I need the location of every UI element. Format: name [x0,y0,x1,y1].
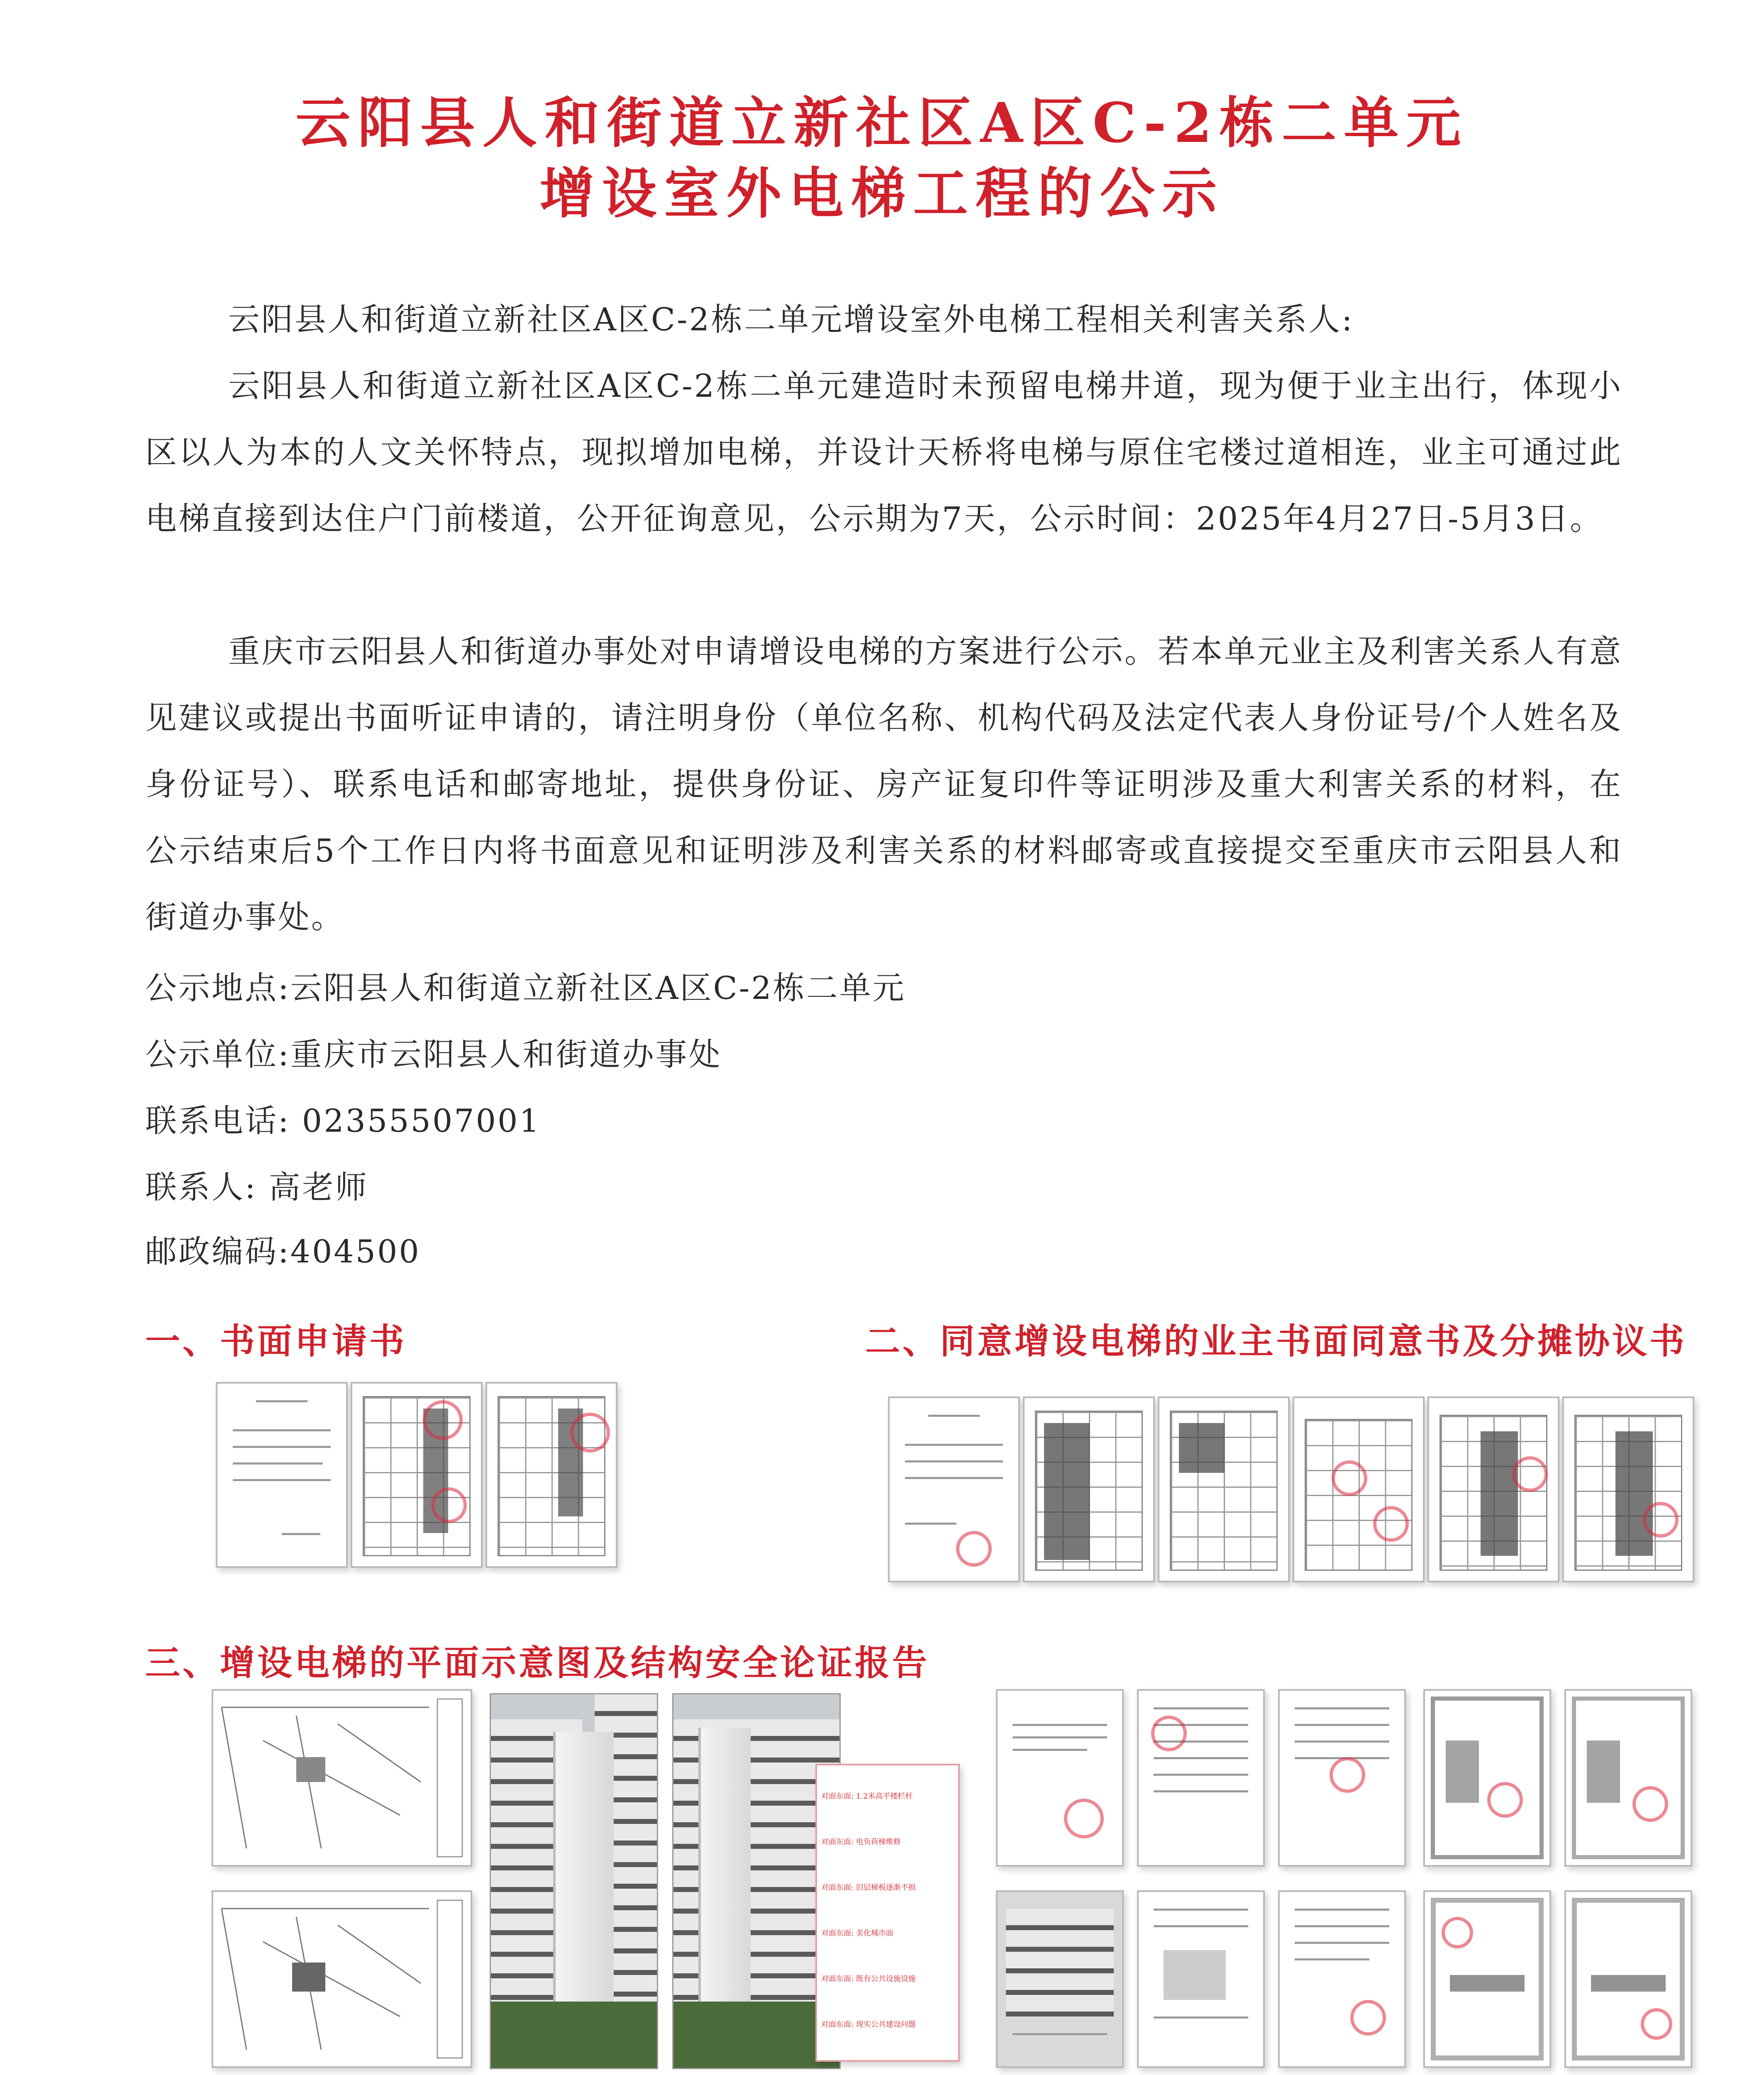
application-letter-page[interactable] [216,1382,348,1568]
info-unit: 公示单位:重庆市云阳县人和街道办事处 [145,1036,722,1073]
photo-annotation-panel [815,1764,960,2062]
safety-report-page-4[interactable] [1278,1890,1406,2068]
owner-list-page-1[interactable] [1427,1396,1559,1582]
info-location: 公示地点:云阳县人和街道立新社区A区C-2栋二单元 [145,969,906,1006]
qualification-certificate-2[interactable] [1564,1689,1692,1867]
cost-sharing-agreement-page[interactable] [1293,1396,1425,1582]
safety-report-photo-page[interactable] [996,1890,1124,2068]
application-signature-page-1[interactable] [351,1382,483,1568]
section-2-heading: 二、同意增设电梯的业主书面同意书及分摊协议书 [865,1321,1687,1362]
consent-signature-page-1[interactable] [1023,1396,1155,1582]
site-plan-2-lines [213,1892,471,2066]
notice-title-line2: 增设室外电梯工程的公示 [539,161,1225,226]
elevator-rendering-photo-1[interactable] [490,1693,658,2069]
safety-report-page-3[interactable] [1137,1890,1265,2068]
site-plan-1-lines [213,1691,471,1865]
consent-form-page[interactable] [888,1396,1020,1582]
info-phone: 联系电话: 02355507001 [145,1102,541,1139]
section-1-heading: 一、书面申请书 [145,1321,407,1362]
photo-label-4: 对面东面: 美化城市面 [821,1929,893,1938]
business-license-1[interactable] [1423,1890,1551,2068]
paragraph-1: 云阳县人和街道立新社区A区C-2栋二单元建造时未预留电梯井道，现为便于业主出行，体现小区以人为本的人文关怀特点，现拟增加电梯，并设计天桥将电梯与原住宅楼过道相连，业主可通过此电梯直接到达住户门前楼道，公开征询意见，公示期为7天，公示时间：2025年4月27日-5月3日。 [145,367,1622,537]
safety-report-cover[interactable] [996,1689,1124,1867]
photo-label-1: 对面东面: 1.2米高平楼栏杆 [821,1792,913,1801]
site-plan-drawing-2[interactable] [212,1890,472,2068]
qualification-certificate-1[interactable] [1423,1689,1551,1867]
safety-report-page-1[interactable] [1137,1689,1265,1867]
site-plan-drawing-1[interactable] [212,1689,472,1867]
application-signature-page-2[interactable] [486,1382,617,1568]
safety-report-page-2[interactable] [1278,1689,1406,1867]
consent-signature-page-2[interactable] [1158,1396,1290,1582]
paragraph-2: 重庆市云阳县人和街道办事处对申请增设电梯的方案进行公示。若本单元业主及利害关系人有意见建议或提出书面听证申请的，请注明身份（单位名称、机构代码及法定代表人身份证号/个人姓名及身份证号）、联系电话和邮寄地址，提供身份证、房产证复印件等证明涉及重大利害关系的材料，在公示结束后5个工作日内将书面意见和证明涉及利害关系的材料邮寄或直接提交至重庆市云阳县人和街道办事处。 [145,633,1622,935]
section-3-heading: 三、增设电梯的平面示意图及结构安全论证报告 [145,1642,930,1683]
info-postcode: 邮政编码:404500 [145,1233,421,1270]
owner-list-page-2[interactable] [1562,1396,1694,1582]
info-contact: 联系人: 高老师 [145,1169,368,1206]
business-license-2[interactable] [1564,1890,1692,2068]
photo-label-5: 对面东面: 既有公共设施设施 [821,1975,916,1983]
photo-label-3: 对面东面: 旧层梯板逐渐不损 [821,1883,916,1892]
notice-title-line1: 云阳县人和街道立新社区A区C-2栋二单元 [295,91,1469,155]
photo-label-2: 对面东面: 电负荷梯维修 [821,1838,901,1846]
photo-label-6: 对面东面: 现实公共建设问题 [821,2020,916,2029]
salutation: 云阳县人和街道立新社区A区C-2栋二单元增设室外电梯工程相关利害关系人: [228,301,1354,338]
